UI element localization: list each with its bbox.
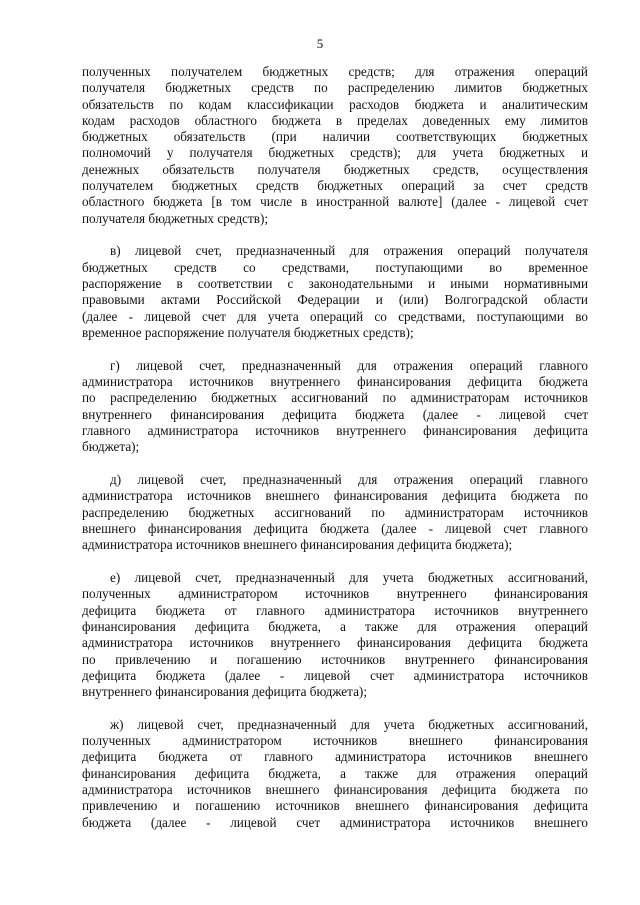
document-body (82, 64, 588, 847)
text-line: полученных получателем бюджетных средств; для отражения операций (82, 64, 588, 79)
text-line: полученных администратором источников внутреннего финансирования (82, 586, 588, 602)
text-line: получателя бюджетных средств); (82, 210, 269, 226)
text-line: администратора источников внешнего финансирования дефицита бюджета); (82, 537, 513, 553)
text-line: д) лицевой счет, предназначенный для отражения операций главного (110, 472, 588, 488)
text-line: (далее - лицевой счет для учета операций со средствами, поступающими во (82, 308, 588, 324)
text-line: бюджетных обязательств (при наличии соответствующих бюджетных (82, 129, 588, 145)
text-line: финансирования дефицита бюджета, а также для отражения операций (82, 765, 588, 781)
text-line: бюджета (далее - лицевой счет администратора источников внешнего (82, 814, 588, 830)
text-line: администратора источников внутреннего финансирования дефицита бюджета (82, 635, 588, 651)
text-line: администратора источников внутреннего финансирования дефицита бюджета (82, 374, 588, 390)
text-line: распределению бюджетных ассигнований по администраторам источников (82, 504, 588, 520)
text-line: по распределению бюджетных ассигнований по администраторам источников (82, 390, 588, 406)
text-line: финансирования дефицита бюджета, а также для отражения операций (82, 618, 588, 634)
text-line: временное распоряжение получателя бюджетных средств); (82, 324, 414, 340)
text-line: бюджетных средств со средствами, поступающими во временное (82, 259, 588, 275)
paragraph-item-d (82, 472, 588, 553)
text-line: дефицита бюджета (далее - лицевой счет администратора источников (82, 667, 588, 683)
paragraph-item-zh (82, 717, 588, 831)
paragraph-continuation (82, 64, 588, 227)
text-line: полномочий у получателя бюджетных средств); для учета бюджетных и (82, 145, 588, 161)
text-line: г) лицевой счет, предназначенный для отражения операций главного (110, 357, 588, 373)
text-line: дефицита бюджета от главного администратора источников внешнего (82, 749, 588, 765)
text-line: ж) лицевой счет, предназначенный для учета бюджетных ассигнований, (110, 716, 588, 732)
text-line: областного бюджета [в том числе в иностранной валюте] (далее - лицевой счет (82, 194, 588, 210)
text-line: привлечению и погашению источников внешнего финансирования дефицита (82, 798, 588, 814)
page-number: 5 (316, 36, 324, 51)
paragraph-item-g (82, 358, 588, 456)
text-line: по привлечению и погашению источников внутреннего финансирования (82, 651, 588, 667)
text-line: обязательств по кодам классификации расходов бюджета и аналитическим (82, 96, 588, 112)
text-line: распоряжение в соответствии с законодательными и иными нормативными (82, 276, 588, 292)
text-line: внешнего финансирования дефицита бюджета (далее - лицевой счет главного (82, 520, 588, 536)
text-line: в) лицевой счет, предназначенный для отражения операций получателя (110, 243, 588, 259)
paragraph-item-e (82, 570, 588, 700)
text-line: внутреннего финансирования дефицита бюджета (далее - лицевой счет (82, 406, 588, 422)
text-line: бюджета); (82, 439, 140, 455)
text-line: кодам расходов областного бюджета в пределах доведенных ему лимитов (82, 112, 588, 128)
text-line: дефицита бюджета от главного администратора источников внутреннего (82, 602, 588, 618)
text-line: получателя бюджетных средств по распределению лимитов бюджетных (82, 80, 588, 96)
text-line: администратора источников внешнего финансирования дефицита бюджета по (82, 782, 588, 798)
text-line: внутреннего финансирования дефицита бюджета); (82, 684, 367, 700)
paragraph-item-v (82, 243, 588, 341)
text-line: полученных администратором источников внешнего финансирования (82, 733, 588, 749)
text-line: главного администратора источников внутреннего финансирования дефицита (82, 422, 588, 438)
text-line: правовыми актами Российской Федерации и (или) Волгоградской области (82, 292, 588, 308)
text-line: денежных обязательств получателя бюджетных средств, осуществления (82, 161, 588, 177)
text-line: е) лицевой счет, предназначенный для учета бюджетных ассигнований, (110, 570, 588, 586)
text-line: администратора источников внешнего финансирования дефицита бюджета по (82, 488, 588, 504)
text-line: получателем бюджетных средств бюджетных операций за счет средств (82, 178, 588, 194)
